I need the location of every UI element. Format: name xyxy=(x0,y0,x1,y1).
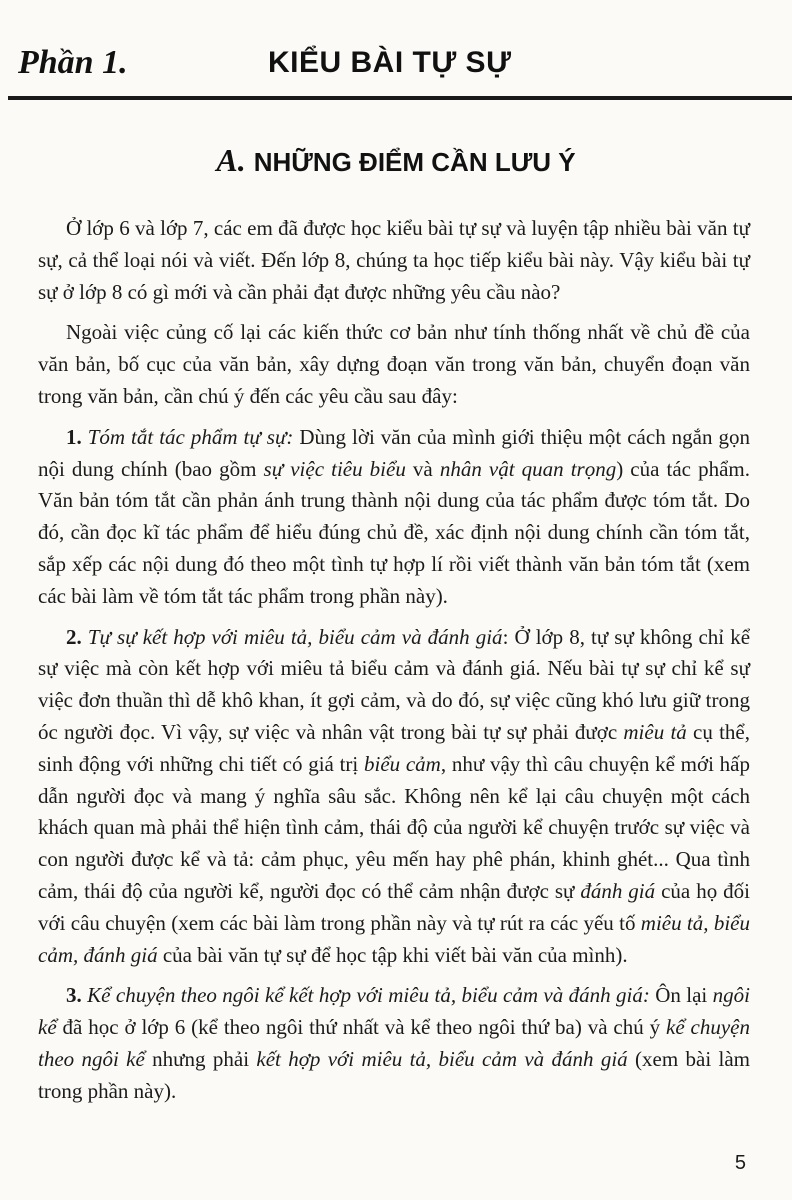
item-2-text: , như vậy thì câu chuyện kể mới hấp dẫn người đọc và mang ý nghĩa sâu sắc. Không nên kể lại câu chuyện một cách khách quan mà phải thể hiện tình cảm, thái độ của người kể chuyện trước sự việc và con người được kể và tả: cảm phục, yêu mến hay phê phán, khinh ghét... Qua tình cảm, thái độ của người kể, người đọc có thể cảm nhận được sự xyxy=(38,751,750,903)
item-2-emphasis: đánh giá xyxy=(580,878,656,903)
item-3-title: Kể chuyện theo ngôi kể kết hợp với miêu tả, biểu cảm và đánh giá: xyxy=(87,983,650,1008)
item-2-text: của họ đối với câu chuyện (xem các bài làm trong phần này và tự rút ra các yếu tố xyxy=(38,878,750,935)
item-3-text: nhưng phải xyxy=(144,1046,257,1071)
part-title: KIỂU BÀI TỰ SỰ xyxy=(268,46,512,79)
item-1-emphasis: sự việc tiêu biểu xyxy=(263,456,406,481)
paragraph-requirements: Ngoài việc củng cố lại các kiến thức cơ bản như tính thống nhất về chủ đề của văn bản, bố cục của văn bản, xây dựng đoạn văn trong văn bản, chuyển đoạn văn trong văn bản, cần chú ý đến các yêu cầu sau đây: xyxy=(38,320,750,408)
item-2-emphasis: miêu tả, biểu cảm, đánh giá xyxy=(38,910,750,967)
body-text xyxy=(38,213,750,1117)
section-heading xyxy=(0,142,792,179)
page-number: 5 xyxy=(734,1152,746,1174)
item-2-number: 2. xyxy=(66,624,82,649)
item-3-text: Ôn lại xyxy=(649,983,713,1008)
item-2-text: : Ở lớp 8, tự sự không chỉ kể sự việc mà còn kết hợp với miêu tả biểu cảm và đánh giá. Nếu bài tự sự chỉ kể sự việc đơn thuần thì dễ khô khan, ít gợi cảm, và do đó, sự việc cũng khó lưu giữ trong óc người đọc. Vì vậy, sự việc và nhân vật trong bài tự sự phải được xyxy=(38,624,751,744)
part-label: Phần 1. xyxy=(18,44,128,81)
item-2-emphasis: biểu cảm xyxy=(363,751,441,776)
item-1-number: 1. xyxy=(66,424,82,449)
item-3-number: 3. xyxy=(66,983,82,1008)
section-title: NHỮNG ĐIỂM CẦN LƯU Ý xyxy=(253,147,576,177)
item-3-emphasis: ngôi kể xyxy=(38,983,751,1040)
item-1-text: ) của tác phẩm. Văn bản tóm tắt cần phản ánh trung thành nội dung của tác phẩm được tóm tắt. Do đó, cần đọc kĩ tác phẩm để hiểu đúng chủ đề, xác định nội dung chính cần tóm tắt, sắp xếp các nội dung đó theo một tình tự hợp lí rồi viết thành văn bản tóm tắt (xem các bài làm về tóm tắt tác phẩm trong phần này). xyxy=(38,456,750,608)
paragraph-intro: Ở lớp 6 và lớp 7, các em đã được học kiểu bài tự sự và luyện tập nhiều bài văn tự sự, cả thể loại nói và viết. Đến lớp 8, chúng ta học tiếp kiểu bài này. Vậy kiểu bài tự sự ở lớp 8 có gì mới và cần phải đạt được những yêu cầu nào? xyxy=(38,216,750,304)
item-1-text: và xyxy=(405,456,440,481)
item-3-text: (xem bài làm trong phần này). xyxy=(38,1046,750,1103)
item-3-emphasis: kết hợp với miêu tả, biểu cảm và đánh giá xyxy=(256,1046,628,1071)
item-1 xyxy=(38,422,750,613)
page-header xyxy=(0,30,792,100)
item-2-emphasis: miêu tả xyxy=(623,719,687,744)
item-1-title: Tóm tắt tác phẩm tự sự: xyxy=(87,424,294,449)
item-1-emphasis: nhân vật quan trọng xyxy=(439,456,617,481)
item-3-emphasis: kể chuyện theo ngôi kể xyxy=(38,1015,750,1071)
item-2 xyxy=(38,622,750,972)
item-3-text: đã học ở lớp 6 (kể theo ngôi thứ nhất và kể theo ngôi thứ ba) và chú ý xyxy=(56,1015,666,1040)
item-2-text: của bài văn tự sự để học tập khi viết bài văn của mình). xyxy=(157,942,628,967)
item-2-title: Tự sự kết hợp với miêu tả, biểu cảm và đánh giá xyxy=(87,624,503,649)
item-1-text: Dùng lời văn của mình giới thiệu một cách ngắn gọn nội dung chính (bao gồm xyxy=(38,424,750,481)
item-2-text: cụ thể, sinh động với những chi tiết có giá trị xyxy=(38,719,750,776)
item-3 xyxy=(38,980,750,1107)
section-letter: A. xyxy=(216,142,246,178)
header-divider xyxy=(8,96,792,100)
